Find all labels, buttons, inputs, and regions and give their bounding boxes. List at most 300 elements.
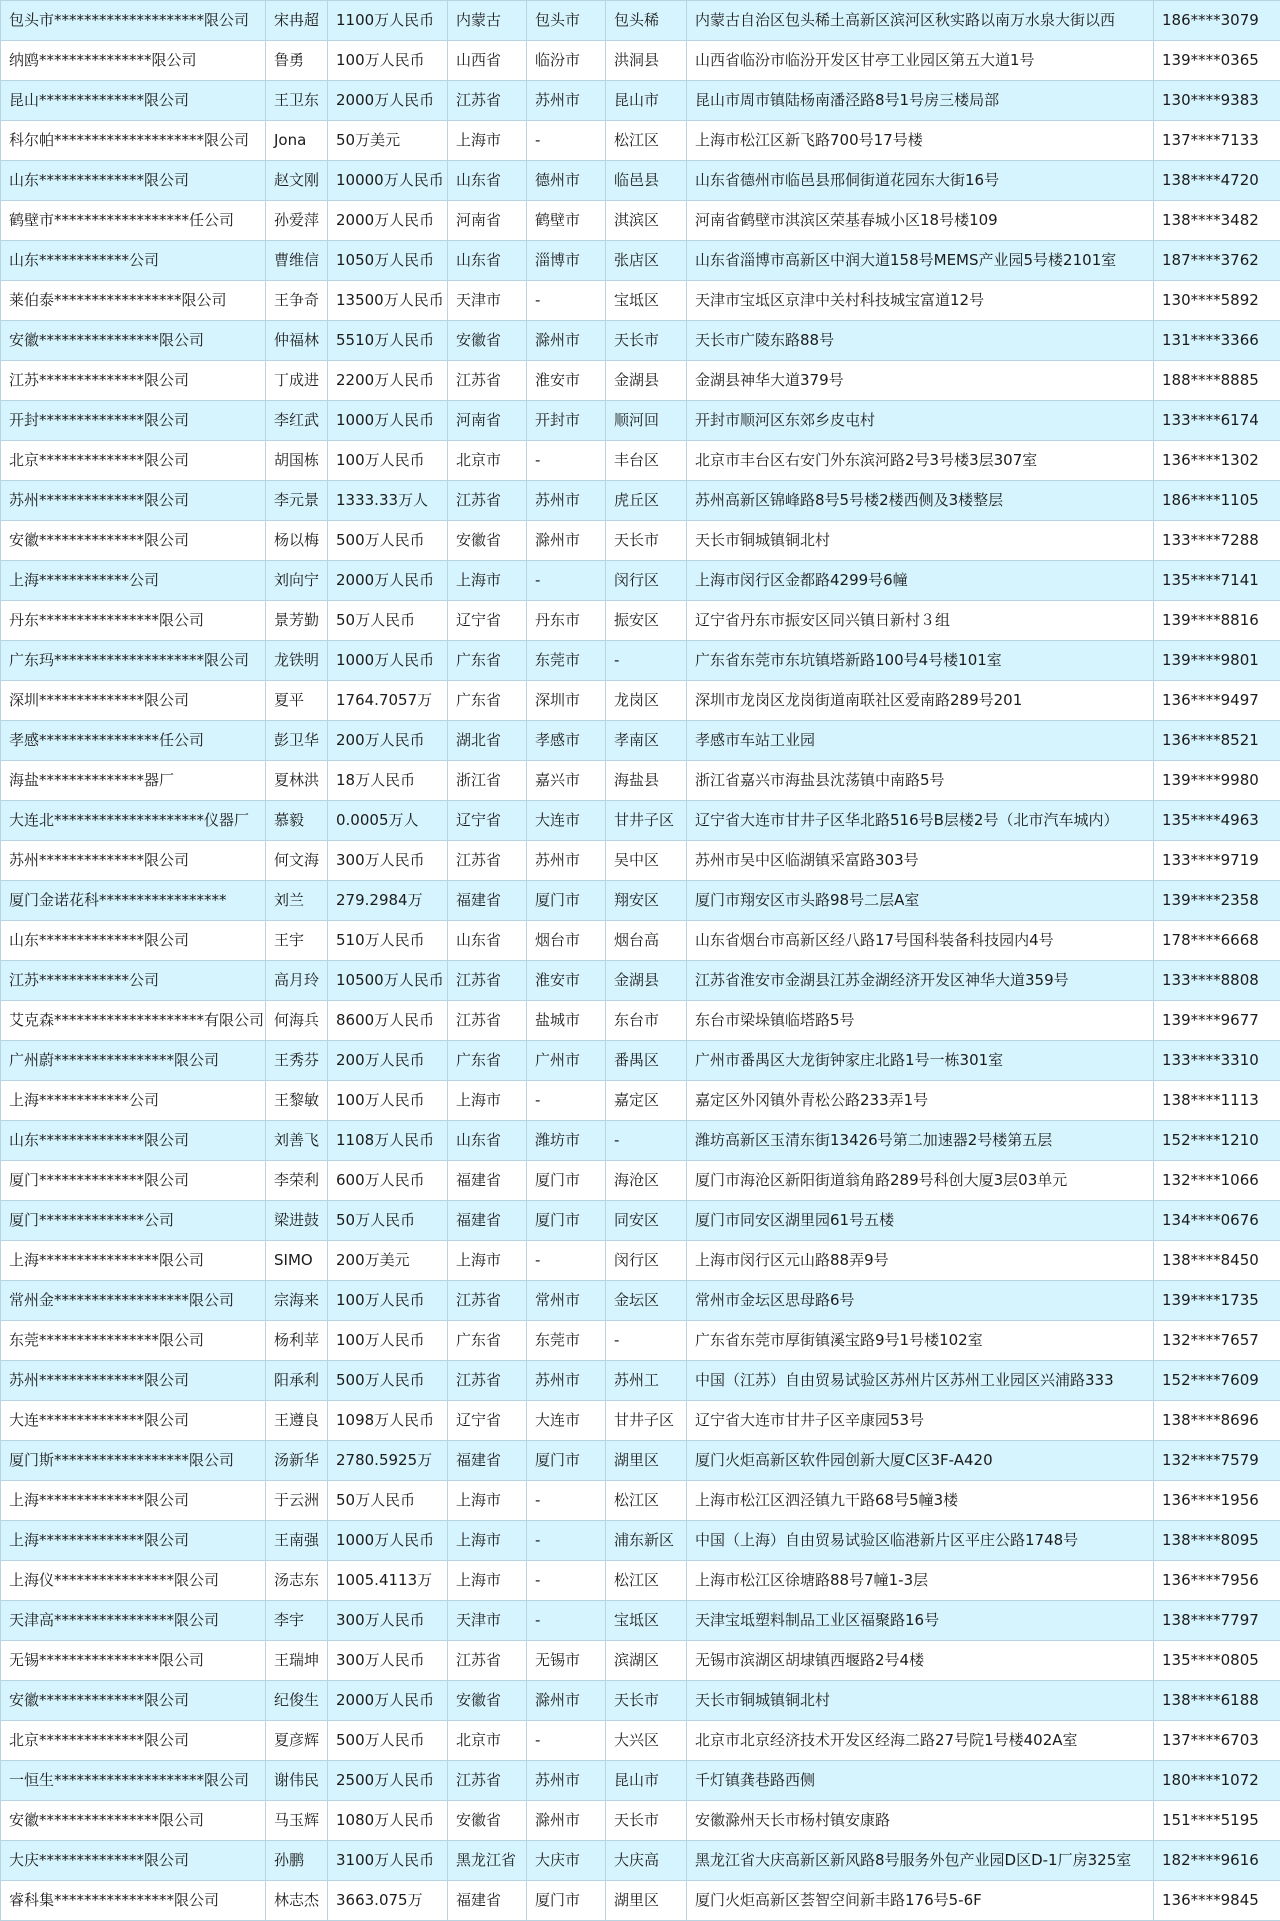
phone-cell: 136****1956 [1154, 1481, 1280, 1521]
table-row [1, 921, 1280, 961]
company-name-cell: 厦门**************公司 [1, 1201, 266, 1241]
table-row [1, 1321, 1280, 1361]
phone-cell: 138****8696 [1154, 1401, 1280, 1441]
phone-cell: 135****0805 [1154, 1641, 1280, 1681]
district-cell: 天长市 [606, 1681, 687, 1721]
district-cell: 大庆高 [606, 1841, 687, 1881]
address-cell: 中国（上海）自由贸易试验区临港新片区平庄公路1748号 [687, 1521, 1154, 1561]
table-row [1, 1761, 1280, 1801]
company-name-cell: 深圳**************限公司 [1, 681, 266, 721]
capital-cell: 100万人民币 [328, 1321, 448, 1361]
district-cell: 昆山市 [606, 1761, 687, 1801]
city-cell: 厦门市 [527, 1201, 606, 1241]
address-cell: 上海市松江区新飞路700号17号楼 [687, 121, 1154, 161]
district-cell: 海沧区 [606, 1161, 687, 1201]
phone-cell: 133****3310 [1154, 1041, 1280, 1081]
company-name-cell: 上海****************限公司 [1, 1241, 266, 1281]
province-cell: 上海市 [448, 1561, 527, 1601]
address-cell: 辽宁省大连市甘井子区华北路516号B层楼2号（北市汽车城内） [687, 801, 1154, 841]
phone-cell: 139****9801 [1154, 641, 1280, 681]
province-cell: 上海市 [448, 1081, 527, 1121]
address-cell: 千灯镇龚巷路西侧 [687, 1761, 1154, 1801]
capital-cell: 2000万人民币 [328, 1681, 448, 1721]
capital-cell: 3100万人民币 [328, 1841, 448, 1881]
legal-rep-cell: 阳承利 [266, 1361, 328, 1401]
city-cell: - [527, 1481, 606, 1521]
district-cell: 龙岗区 [606, 681, 687, 721]
company-name-cell: 天津高****************限公司 [1, 1601, 266, 1641]
legal-rep-cell: 慕毅 [266, 801, 328, 841]
city-cell: 德州市 [527, 161, 606, 201]
company-name-cell: 丹东****************限公司 [1, 601, 266, 641]
address-cell: 常州市金坛区思母路6号 [687, 1281, 1154, 1321]
capital-cell: 50万人民币 [328, 1481, 448, 1521]
city-cell: - [527, 1721, 606, 1761]
phone-cell: 152****1210 [1154, 1121, 1280, 1161]
city-cell: 苏州市 [527, 1761, 606, 1801]
city-cell: 苏州市 [527, 481, 606, 521]
district-cell: 松江区 [606, 1481, 687, 1521]
city-cell: - [527, 121, 606, 161]
district-cell: 顺河回 [606, 401, 687, 441]
district-cell: 同安区 [606, 1201, 687, 1241]
phone-cell: 136****7956 [1154, 1561, 1280, 1601]
city-cell: 丹东市 [527, 601, 606, 641]
phone-cell: 187****3762 [1154, 241, 1280, 281]
company-name-cell: 大连北********************仪器厂 [1, 801, 266, 841]
district-cell: 吴中区 [606, 841, 687, 881]
city-cell: 滁州市 [527, 1681, 606, 1721]
table-row [1, 521, 1280, 561]
address-cell: 河南省鹤壁市淇滨区荣基春城小区18号楼109 [687, 201, 1154, 241]
phone-cell: 151****5195 [1154, 1801, 1280, 1841]
district-cell: 湖里区 [606, 1881, 687, 1921]
company-name-cell: 上海************公司 [1, 1081, 266, 1121]
province-cell: 安徽省 [448, 321, 527, 361]
capital-cell: 50万人民币 [328, 1201, 448, 1241]
capital-cell: 500万人民币 [328, 1361, 448, 1401]
capital-cell: 2000万人民币 [328, 201, 448, 241]
company-name-cell: 山东************公司 [1, 241, 266, 281]
province-cell: 湖北省 [448, 721, 527, 761]
phone-cell: 135****4963 [1154, 801, 1280, 841]
table-row [1, 321, 1280, 361]
legal-rep-cell: 仲福林 [266, 321, 328, 361]
district-cell: 丰台区 [606, 441, 687, 481]
capital-cell: 500万人民币 [328, 521, 448, 561]
company-name-cell: 一恒生********************限公司 [1, 1761, 266, 1801]
company-name-cell: 包头市********************限公司 [1, 1, 266, 41]
legal-rep-cell: 汤志东 [266, 1561, 328, 1601]
city-cell: 厦门市 [527, 1881, 606, 1921]
phone-cell: 131****3366 [1154, 321, 1280, 361]
address-cell: 天长市铜城镇铜北村 [687, 521, 1154, 561]
address-cell: 无锡市滨湖区胡埭镇西堰路2号4楼 [687, 1641, 1154, 1681]
legal-rep-cell: 曹维信 [266, 241, 328, 281]
city-cell: 常州市 [527, 1281, 606, 1321]
table-row [1, 401, 1280, 441]
legal-rep-cell: 刘善飞 [266, 1121, 328, 1161]
legal-rep-cell: 王秀芬 [266, 1041, 328, 1081]
phone-cell: 188****8885 [1154, 361, 1280, 401]
capital-cell: 1080万人民币 [328, 1801, 448, 1841]
capital-cell: 1108万人民币 [328, 1121, 448, 1161]
legal-rep-cell: 李元景 [266, 481, 328, 521]
district-cell: 宝坻区 [606, 1601, 687, 1641]
district-cell: 闵行区 [606, 1241, 687, 1281]
district-cell: 淇滨区 [606, 201, 687, 241]
capital-cell: 2200万人民币 [328, 361, 448, 401]
city-cell: 苏州市 [527, 841, 606, 881]
province-cell: 上海市 [448, 1521, 527, 1561]
company-name-cell: 安徽**************限公司 [1, 1681, 266, 1721]
province-cell: 江苏省 [448, 1001, 527, 1041]
address-cell: 深圳市龙岗区龙岗街道南联社区爱南路289号201 [687, 681, 1154, 721]
legal-rep-cell: 何文海 [266, 841, 328, 881]
company-name-cell: 东莞****************限公司 [1, 1321, 266, 1361]
province-cell: 安徽省 [448, 1681, 527, 1721]
phone-cell: 133****6174 [1154, 401, 1280, 441]
table-row [1, 1081, 1280, 1121]
capital-cell: 300万人民币 [328, 1601, 448, 1641]
address-cell: 厦门火炬高新区软件园创新大厦C区3F-A420 [687, 1441, 1154, 1481]
table-row [1, 1161, 1280, 1201]
capital-cell: 100万人民币 [328, 441, 448, 481]
phone-cell: 137****7133 [1154, 121, 1280, 161]
province-cell: 上海市 [448, 121, 527, 161]
province-cell: 辽宁省 [448, 1401, 527, 1441]
company-name-cell: 北京**************限公司 [1, 1721, 266, 1761]
address-cell: 厦门市海沧区新阳街道翁角路289号科创大厦3层03单元 [687, 1161, 1154, 1201]
phone-cell: 132****7579 [1154, 1441, 1280, 1481]
capital-cell: 100万人民币 [328, 1281, 448, 1321]
province-cell: 福建省 [448, 1441, 527, 1481]
phone-cell: 136****1302 [1154, 441, 1280, 481]
legal-rep-cell: 孙鹏 [266, 1841, 328, 1881]
district-cell: 松江区 [606, 121, 687, 161]
table-row [1, 761, 1280, 801]
capital-cell: 50万美元 [328, 121, 448, 161]
phone-cell: 152****7609 [1154, 1361, 1280, 1401]
table-row [1, 1481, 1280, 1521]
city-cell: - [527, 1561, 606, 1601]
address-cell: 孝感市车站工业园 [687, 721, 1154, 761]
city-cell: - [527, 281, 606, 321]
company-name-cell: 上海************公司 [1, 561, 266, 601]
phone-cell: 180****1072 [1154, 1761, 1280, 1801]
capital-cell: 279.2984万 [328, 881, 448, 921]
city-cell: 厦门市 [527, 1161, 606, 1201]
province-cell: 上海市 [448, 1241, 527, 1281]
legal-rep-cell: 李红武 [266, 401, 328, 441]
address-cell: 浙江省嘉兴市海盐县沈荡镇中南路5号 [687, 761, 1154, 801]
district-cell: 烟台高 [606, 921, 687, 961]
province-cell: 江苏省 [448, 1281, 527, 1321]
legal-rep-cell: 杨利苹 [266, 1321, 328, 1361]
city-cell: 烟台市 [527, 921, 606, 961]
legal-rep-cell: 于云洲 [266, 1481, 328, 1521]
phone-cell: 135****7141 [1154, 561, 1280, 601]
company-name-cell: 上海**************限公司 [1, 1521, 266, 1561]
phone-cell: 133****9719 [1154, 841, 1280, 881]
city-cell: 盐城市 [527, 1001, 606, 1041]
company-name-cell: 科尔帕********************限公司 [1, 121, 266, 161]
capital-cell: 1098万人民币 [328, 1401, 448, 1441]
company-name-cell: 厦门斯******************限公司 [1, 1441, 266, 1481]
table-row [1, 1001, 1280, 1041]
capital-cell: 500万人民币 [328, 1721, 448, 1761]
company-name-cell: 海盐**************器厂 [1, 761, 266, 801]
legal-rep-cell: 王争奇 [266, 281, 328, 321]
district-cell: 虎丘区 [606, 481, 687, 521]
phone-cell: 138****7797 [1154, 1601, 1280, 1641]
phone-cell: 186****3079 [1154, 1, 1280, 41]
capital-cell: 0.0005万人 [328, 801, 448, 841]
address-cell: 上海市松江区徐塘路88号7幢1-3层 [687, 1561, 1154, 1601]
table-row [1, 281, 1280, 321]
address-cell: 安徽滁州天长市杨村镇安康路 [687, 1801, 1154, 1841]
company-name-cell: 厦门**************限公司 [1, 1161, 266, 1201]
table-row [1, 1601, 1280, 1641]
province-cell: 山东省 [448, 161, 527, 201]
company-name-cell: 大庆**************限公司 [1, 1841, 266, 1881]
table-row [1, 1121, 1280, 1161]
district-cell: 滨湖区 [606, 1641, 687, 1681]
phone-cell: 138****8450 [1154, 1241, 1280, 1281]
legal-rep-cell: Jona [266, 121, 328, 161]
province-cell: 江苏省 [448, 1641, 527, 1681]
address-cell: 上海市松江区泗泾镇九干路68号5幢3楼 [687, 1481, 1154, 1521]
address-cell: 北京市丰台区右安门外东滨河路2号3号楼3层307室 [687, 441, 1154, 481]
company-name-cell: 上海仪****************限公司 [1, 1561, 266, 1601]
address-cell: 潍坊高新区玉清东街13426号第二加速器2号楼第五层 [687, 1121, 1154, 1161]
capital-cell: 5510万人民币 [328, 321, 448, 361]
phone-cell: 139****8816 [1154, 601, 1280, 641]
company-name-cell: 艾克森********************有限公司 [1, 1001, 266, 1041]
legal-rep-cell: 宗海来 [266, 1281, 328, 1321]
legal-rep-cell: 丁成进 [266, 361, 328, 401]
district-cell: - [606, 1321, 687, 1361]
legal-rep-cell: 杨以梅 [266, 521, 328, 561]
capital-cell: 2000万人民币 [328, 561, 448, 601]
province-cell: 江苏省 [448, 81, 527, 121]
address-cell: 昆山市周市镇陆杨南潘泾路8号1号房三楼局部 [687, 81, 1154, 121]
legal-rep-cell: 谢伟民 [266, 1761, 328, 1801]
district-cell: 天长市 [606, 521, 687, 561]
legal-rep-cell: 夏林洪 [266, 761, 328, 801]
address-cell: 厦门市同安区湖里园61号五楼 [687, 1201, 1154, 1241]
city-cell: - [527, 1601, 606, 1641]
capital-cell: 18万人民币 [328, 761, 448, 801]
capital-cell: 2780.5925万 [328, 1441, 448, 1481]
legal-rep-cell: 彭卫华 [266, 721, 328, 761]
city-cell: 临汾市 [527, 41, 606, 81]
address-cell: 上海市闵行区金都路4299号6幢 [687, 561, 1154, 601]
legal-rep-cell: 梁进鼓 [266, 1201, 328, 1241]
table-row [1, 41, 1280, 81]
phone-cell: 186****1105 [1154, 481, 1280, 521]
province-cell: 山西省 [448, 41, 527, 81]
company-name-cell: 鹤壁市******************任公司 [1, 201, 266, 241]
city-cell: 滁州市 [527, 1801, 606, 1841]
legal-rep-cell: 龙铁明 [266, 641, 328, 681]
city-cell: 深圳市 [527, 681, 606, 721]
phone-cell: 137****6703 [1154, 1721, 1280, 1761]
address-cell: 辽宁省丹东市振安区同兴镇日新村３组 [687, 601, 1154, 641]
city-cell: 厦门市 [527, 1441, 606, 1481]
district-cell: - [606, 1121, 687, 1161]
district-cell: 孝南区 [606, 721, 687, 761]
capital-cell: 10500万人民币 [328, 961, 448, 1001]
address-cell: 广东省东莞市东坑镇塔新路100号4号楼101室 [687, 641, 1154, 681]
table-row [1, 1401, 1280, 1441]
district-cell: 松江区 [606, 1561, 687, 1601]
city-cell: - [527, 1081, 606, 1121]
table-row [1, 161, 1280, 201]
province-cell: 河南省 [448, 201, 527, 241]
city-cell: 厦门市 [527, 881, 606, 921]
company-name-cell: 大连**************限公司 [1, 1401, 266, 1441]
district-cell: 东台市 [606, 1001, 687, 1041]
table-row [1, 1201, 1280, 1241]
phone-cell: 138****8095 [1154, 1521, 1280, 1561]
province-cell: 江苏省 [448, 1761, 527, 1801]
table-row [1, 1841, 1280, 1881]
phone-cell: 136****9497 [1154, 681, 1280, 721]
address-cell: 黑龙江省大庆高新区新风路8号服务外包产业园D区D-1厂房325室 [687, 1841, 1154, 1881]
table-row [1, 81, 1280, 121]
district-cell: 金湖县 [606, 361, 687, 401]
company-name-cell: 苏州**************限公司 [1, 481, 266, 521]
address-cell: 山东省淄博市高新区中润大道158号MEMS产业园5号楼2101室 [687, 241, 1154, 281]
address-cell: 辽宁省大连市甘井子区辛康园53号 [687, 1401, 1154, 1441]
capital-cell: 600万人民币 [328, 1161, 448, 1201]
legal-rep-cell: 景芳勤 [266, 601, 328, 641]
district-cell: 番禺区 [606, 1041, 687, 1081]
capital-cell: 200万人民币 [328, 721, 448, 761]
city-cell: 东莞市 [527, 641, 606, 681]
table-row [1, 1281, 1280, 1321]
district-cell: 金湖县 [606, 961, 687, 1001]
company-name-cell: 厦门金诺花科***************** [1, 881, 266, 921]
legal-rep-cell: 汤新华 [266, 1441, 328, 1481]
city-cell: 大连市 [527, 801, 606, 841]
capital-cell: 2000万人民币 [328, 81, 448, 121]
city-cell: 包头市 [527, 1, 606, 41]
legal-rep-cell: 赵文刚 [266, 161, 328, 201]
company-name-cell: 江苏************公司 [1, 961, 266, 1001]
city-cell: - [527, 561, 606, 601]
phone-cell: 132****1066 [1154, 1161, 1280, 1201]
phone-cell: 136****9845 [1154, 1881, 1280, 1921]
table-row [1, 881, 1280, 921]
province-cell: 北京市 [448, 441, 527, 481]
capital-cell: 100万人民币 [328, 41, 448, 81]
table-row [1, 1801, 1280, 1841]
city-cell: - [527, 1241, 606, 1281]
address-cell: 嘉定区外冈镇外青松公路233弄1号 [687, 1081, 1154, 1121]
city-cell: 开封市 [527, 401, 606, 441]
legal-rep-cell: 王黎敏 [266, 1081, 328, 1121]
table-row [1, 1521, 1280, 1561]
capital-cell: 510万人民币 [328, 921, 448, 961]
legal-rep-cell: 王卫东 [266, 81, 328, 121]
address-cell: 江苏省淮安市金湖县江苏金湖经济开发区神华大道359号 [687, 961, 1154, 1001]
table-row [1, 481, 1280, 521]
table-row [1, 641, 1280, 681]
district-cell: 振安区 [606, 601, 687, 641]
phone-cell: 178****6668 [1154, 921, 1280, 961]
province-cell: 山东省 [448, 1121, 527, 1161]
phone-cell: 182****9616 [1154, 1841, 1280, 1881]
legal-rep-cell: 孙爱萍 [266, 201, 328, 241]
company-name-cell: 开封**************限公司 [1, 401, 266, 441]
province-cell: 福建省 [448, 1201, 527, 1241]
legal-rep-cell: 王遵良 [266, 1401, 328, 1441]
address-cell: 中国（江苏）自由贸易试验区苏州片区苏州工业园区兴浦路333 [687, 1361, 1154, 1401]
table-row [1, 1881, 1280, 1921]
address-cell: 厦门火炬高新区荟智空间新丰路176号5-6F [687, 1881, 1154, 1921]
legal-rep-cell: 李荣利 [266, 1161, 328, 1201]
capital-cell: 1764.7057万 [328, 681, 448, 721]
district-cell: 闵行区 [606, 561, 687, 601]
legal-rep-cell: 高月玲 [266, 961, 328, 1001]
phone-cell: 139****1735 [1154, 1281, 1280, 1321]
city-cell: 苏州市 [527, 1361, 606, 1401]
table-body [1, 1, 1280, 1921]
phone-cell: 134****0676 [1154, 1201, 1280, 1241]
table-row [1, 441, 1280, 481]
legal-rep-cell: 宋冉超 [266, 1, 328, 41]
capital-cell: 1005.4113万 [328, 1561, 448, 1601]
district-cell: 包头稀 [606, 1, 687, 41]
table-row [1, 1561, 1280, 1601]
phone-cell: 130****9383 [1154, 81, 1280, 121]
address-cell: 开封市顺河区东郊乡皮屯村 [687, 401, 1154, 441]
address-cell: 厦门市翔安区市头路98号二层A室 [687, 881, 1154, 921]
company-name-cell: 山东**************限公司 [1, 1121, 266, 1161]
legal-rep-cell: 马玉辉 [266, 1801, 328, 1841]
phone-cell: 138****3482 [1154, 201, 1280, 241]
province-cell: 安徽省 [448, 521, 527, 561]
address-cell: 上海市闵行区元山路88弄9号 [687, 1241, 1154, 1281]
capital-cell: 100万人民币 [328, 1081, 448, 1121]
table-row [1, 1361, 1280, 1401]
district-cell: 甘井子区 [606, 801, 687, 841]
legal-rep-cell: 刘向宁 [266, 561, 328, 601]
phone-cell: 139****0365 [1154, 41, 1280, 81]
province-cell: 安徽省 [448, 1801, 527, 1841]
phone-cell: 136****8521 [1154, 721, 1280, 761]
table-row [1, 241, 1280, 281]
capital-cell: 200万人民币 [328, 1041, 448, 1081]
city-cell: 孝感市 [527, 721, 606, 761]
district-cell: 洪洞县 [606, 41, 687, 81]
province-cell: 福建省 [448, 1161, 527, 1201]
company-name-cell: 安徽**************限公司 [1, 521, 266, 561]
province-cell: 广东省 [448, 1321, 527, 1361]
table-row [1, 1441, 1280, 1481]
table-row [1, 121, 1280, 161]
city-cell: 大庆市 [527, 1841, 606, 1881]
table-row [1, 1641, 1280, 1681]
address-cell: 天津宝坻塑料制品工业区福聚路16号 [687, 1601, 1154, 1641]
province-cell: 河南省 [448, 401, 527, 441]
province-cell: 江苏省 [448, 961, 527, 1001]
province-cell: 福建省 [448, 1881, 527, 1921]
table-row [1, 801, 1280, 841]
city-cell: 大连市 [527, 1401, 606, 1441]
